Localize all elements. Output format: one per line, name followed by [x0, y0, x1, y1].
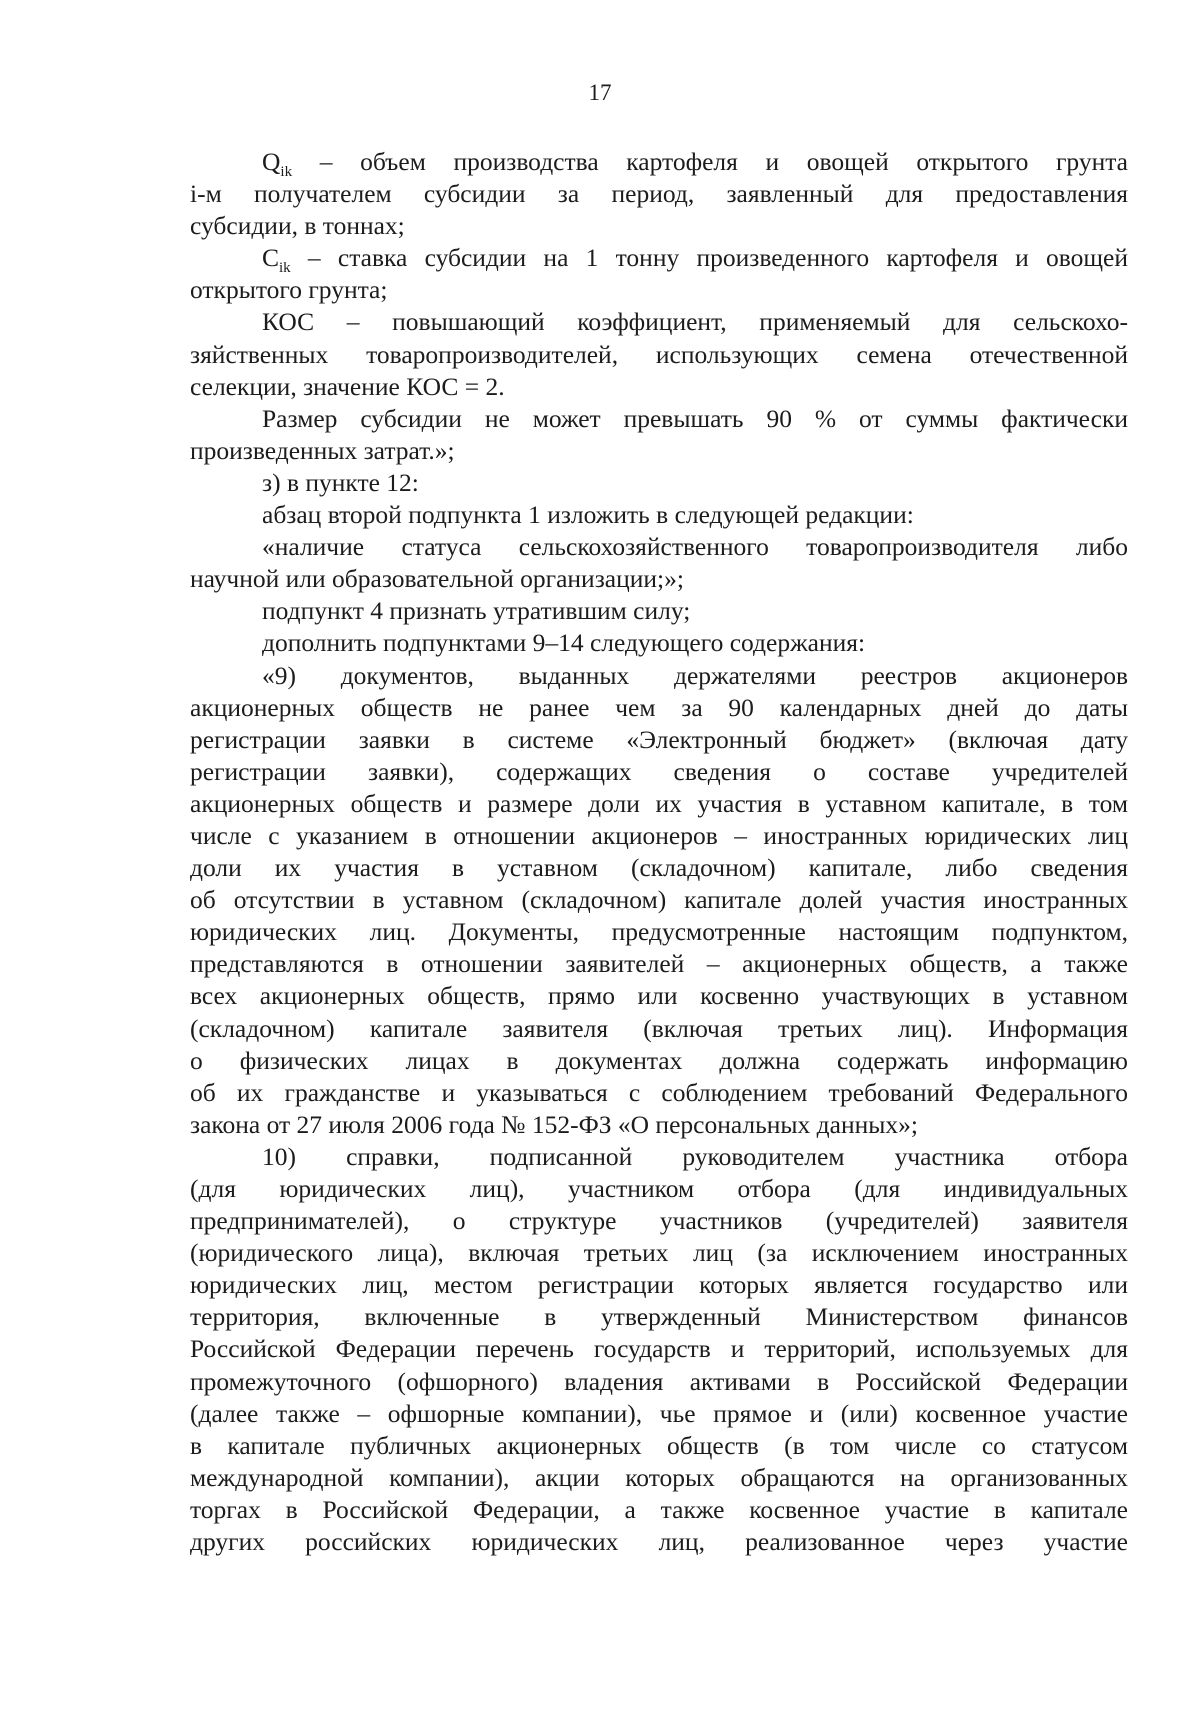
text-line — [190, 339, 1128, 371]
text-line — [190, 1301, 1128, 1333]
line-text: (для юридических лиц), участником отбора (для индивидуальных — [190, 1174, 1128, 1203]
line-text: открытого грунта; — [190, 275, 388, 305]
line-text: зяйственных товаропроизводителей, использующих семена отечественной — [190, 339, 1128, 369]
text-line — [190, 1398, 1128, 1430]
line-text: (далее также – офшорные компании), чье прямое и (или) косвенное участие — [190, 1398, 1128, 1428]
text-line — [190, 1237, 1128, 1269]
text-line — [190, 210, 1128, 242]
text-line — [190, 1045, 1128, 1077]
line-text: торгах в Российской Федерации, а также косвенное участие в капитале — [190, 1494, 1128, 1524]
line-text: – объем производства картофеля и овощей открытого грунта — [292, 147, 1128, 176]
line-text: субсидии, в тоннах; — [190, 211, 405, 241]
text-line — [190, 820, 1128, 852]
text-line — [190, 1205, 1128, 1237]
text-line — [190, 435, 1128, 467]
text-line — [190, 692, 1128, 724]
text-line — [190, 627, 1128, 659]
line-text: (складочном) капитале заявителя (включая третьих лиц). Информация — [190, 1013, 1128, 1043]
text-line — [190, 1333, 1128, 1365]
line-text: международной компании), акции которых обращаются на организованных — [190, 1462, 1128, 1492]
variable-symbol: C — [262, 243, 280, 273]
page-number: 17 — [588, 80, 612, 105]
variable-subscript: ik — [279, 260, 291, 275]
line-text: научной или образовательной организации;»; — [190, 564, 684, 594]
line-text: подпункт 4 признать утратившим силу; — [262, 596, 691, 626]
line-text: КОС – повышающий коэффициент, применяемый для сельскохо- — [262, 307, 1128, 337]
line-text: регистрации заявки), содержащих сведения о составе учредителей — [190, 756, 1128, 786]
text-line — [190, 178, 1128, 210]
line-text: доли их участия в уставном (складочном) капитале, либо сведения — [190, 853, 1128, 883]
line-text: Размер субсидии не может превышать 90 % от суммы фактически — [262, 403, 1128, 433]
line-text: юридических лиц, местом регистрации которых является государство или — [190, 1270, 1128, 1300]
text-line — [190, 242, 1128, 274]
text-line — [190, 531, 1128, 563]
text-line — [190, 467, 1128, 499]
line-text: абзац второй подпункта 1 изложить в следующей редакции: — [262, 500, 914, 530]
text-line — [190, 595, 1128, 627]
text-line — [190, 1173, 1128, 1205]
line-text: в капитале публичных акционерных обществ (в том числе со статусом — [190, 1430, 1128, 1460]
text-line — [190, 1366, 1128, 1398]
text-line — [190, 146, 1128, 178]
line-text: «наличие статуса сельскохозяйственного товаропроизводителя либо — [262, 532, 1128, 562]
text-line — [190, 788, 1128, 820]
line-text: i-м получателем субсидии за период, заявленный для предоставления — [190, 179, 1128, 209]
variable-symbol: Q — [262, 147, 281, 176]
text-line — [190, 948, 1128, 980]
text-line — [190, 306, 1128, 338]
text-line — [190, 1526, 1128, 1558]
text-line — [190, 499, 1128, 531]
document-text — [190, 146, 1128, 1558]
text-line — [190, 660, 1128, 692]
line-text: об отсутствии в уставном (складочном) капитале долей участия иностранных — [190, 885, 1128, 915]
line-text: территория, включенные в утвержденный Министерством финансов — [190, 1302, 1128, 1332]
line-text: акционерных обществ и размере доли их участия в уставном капитале, в том — [190, 788, 1128, 818]
text-line — [190, 371, 1128, 403]
text-line — [190, 403, 1128, 435]
line-text: 10) справки, подписанной руководителем участника отбора — [262, 1141, 1128, 1171]
line-text: дополнить подпунктами 9–14 следующего содержания: — [262, 628, 866, 658]
line-text: юридических лиц. Документы, предусмотренные настоящим подпунктом, — [190, 917, 1128, 947]
line-text: всех акционерных обществ, прямо или косвенно участвующих в уставном — [190, 981, 1128, 1011]
line-text: о физических лицах в документах должна содержать информацию — [190, 1045, 1128, 1075]
line-text: об их гражданстве и указываться с соблюдением требований Федерального — [190, 1077, 1128, 1107]
text-line — [190, 274, 1128, 306]
text-line — [190, 916, 1128, 948]
variable-subscript: ik — [280, 164, 293, 179]
line-text: промежуточного (офшорного) владения активами в Российской Федерации — [190, 1366, 1128, 1396]
text-line — [190, 756, 1128, 788]
text-line — [190, 563, 1128, 595]
line-text: представляются в отношении заявителей – акционерных обществ, а также — [190, 949, 1128, 979]
line-text: «9) документов, выданных держателями реестров акционеров — [262, 660, 1128, 690]
line-text: регистрации заявки в системе «Электронный бюджет» (включая дату — [190, 724, 1128, 754]
text-line — [190, 1141, 1128, 1173]
line-text: Российской Федерации перечень государств и территорий, используемых для — [190, 1334, 1128, 1364]
text-line — [190, 1494, 1128, 1526]
text-line — [190, 1013, 1128, 1045]
line-text: з) в пункте 12: — [262, 467, 419, 497]
text-line — [190, 1077, 1128, 1109]
text-line — [190, 852, 1128, 884]
line-text: акционерных обществ не ранее чем за 90 календарных дней до даты — [190, 692, 1128, 722]
text-line — [190, 1109, 1128, 1141]
line-text: селекции, значение КОС = 2. — [190, 371, 505, 401]
line-text: закона от 27 июля 2006 года № 152-ФЗ «О персональных данных»; — [190, 1109, 918, 1139]
text-line — [190, 1430, 1128, 1462]
line-text: других российских юридических лиц, реализованное через участие — [190, 1527, 1128, 1557]
line-text: произведенных затрат.»; — [190, 435, 455, 465]
text-line — [190, 724, 1128, 756]
line-text: (юридического лица), включая третьих лиц (за исключением иностранных — [190, 1238, 1128, 1268]
text-line — [190, 884, 1128, 916]
text-line — [190, 980, 1128, 1012]
line-text: предпринимателей), о структуре участников (учредителей) заявителя — [190, 1206, 1128, 1236]
line-text: числе с указанием в отношении акционеров – иностранных юридических лиц — [190, 820, 1128, 850]
text-line — [190, 1269, 1128, 1301]
text-line — [190, 1462, 1128, 1494]
line-text: – ставка субсидии на 1 тонну произведенного картофеля и овощей — [290, 243, 1128, 273]
